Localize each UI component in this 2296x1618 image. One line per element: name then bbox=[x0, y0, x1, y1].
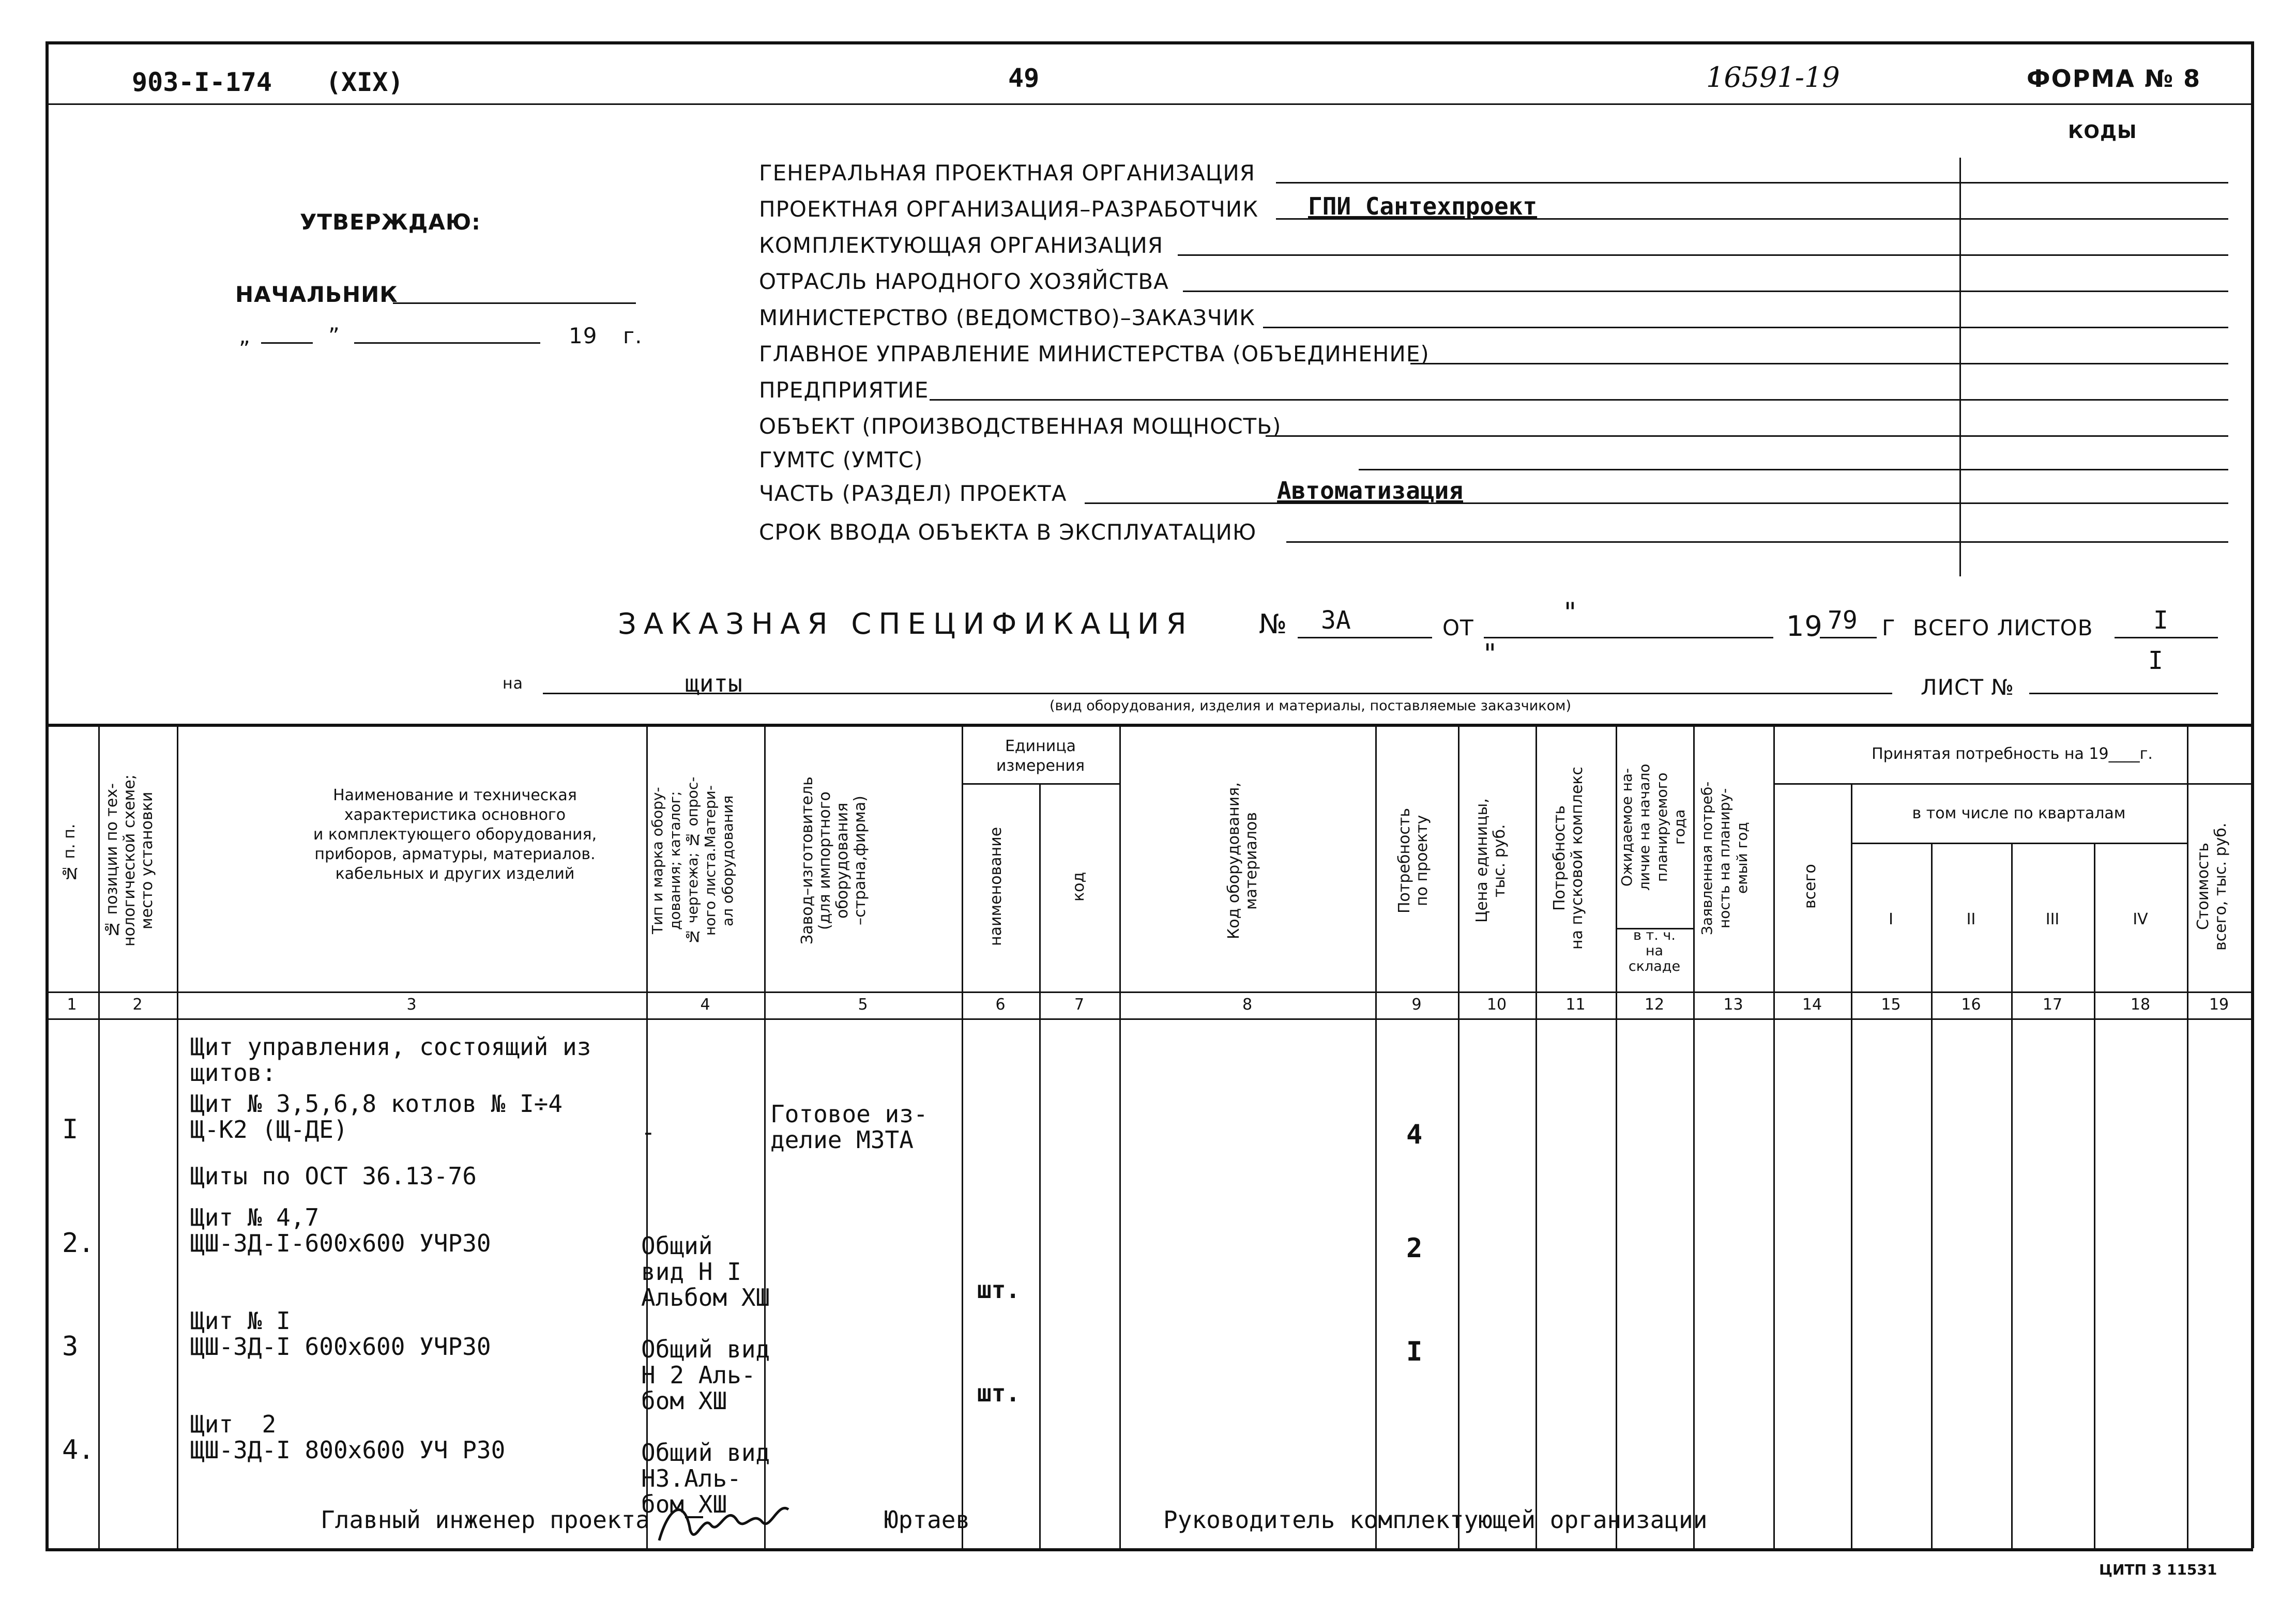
org-field-label: ОБЪЕКТ (ПРОИЗВОДСТВЕННАЯ МОЩНОСТЬ) bbox=[759, 414, 1282, 439]
column-divider bbox=[1375, 724, 1377, 1548]
accepted-header: Принятая потребность на 19____г. bbox=[1872, 745, 2153, 763]
column-divider bbox=[1458, 724, 1459, 1548]
org-field-label: ГЛАВНОЕ УПРАВЛЕНИЕ МИНИСТЕРСТВА (ОБЪЕДИНЕНИЕ) bbox=[759, 341, 1430, 367]
column-number: 7 bbox=[1074, 996, 1085, 1014]
album-number: (XIX) bbox=[326, 67, 404, 97]
column-number: 14 bbox=[1802, 996, 1822, 1014]
org-field-label: КОМПЛЕКТУЮЩАЯ ОРГАНИЗАЦИЯ bbox=[759, 233, 1164, 258]
q3-header: III bbox=[2045, 910, 2060, 928]
column-divider bbox=[1039, 783, 1041, 1548]
org-field-line bbox=[1276, 182, 2228, 184]
column-number: 4 bbox=[700, 996, 710, 1014]
spec-number: 3А bbox=[1321, 606, 1351, 635]
row-type: - bbox=[641, 1118, 656, 1146]
engineer-name: Юртаев bbox=[884, 1506, 970, 1534]
date-open-quote: „ bbox=[239, 323, 251, 348]
col6-header: наименование bbox=[987, 827, 1005, 947]
row-quantity: 4 bbox=[1406, 1119, 1423, 1150]
date-close-quote: ” bbox=[328, 323, 340, 348]
col12-stock-header: в т. ч. на складе bbox=[1628, 927, 1681, 974]
approval-year-suffix: г. bbox=[623, 323, 643, 348]
column-number: 6 bbox=[995, 996, 1006, 1014]
column-number: 3 bbox=[406, 996, 417, 1014]
column-divider bbox=[2094, 843, 2095, 1548]
column-number: 2 bbox=[132, 996, 143, 1014]
org-field-value: ГПИ Сантехпроект bbox=[1308, 192, 1538, 220]
codes-label: КОДЫ bbox=[2068, 121, 2137, 143]
sheet-number-value: I bbox=[2148, 646, 2163, 675]
row-name: Щиты по ОСТ 36.13-76 bbox=[190, 1162, 477, 1190]
col2-header: № позиции по тех- нологической схеме; место установки bbox=[103, 774, 156, 947]
spec-year-prefix: 19 bbox=[1786, 610, 1823, 643]
sheet-number-label: ЛИСТ № bbox=[1921, 675, 2015, 700]
quarters-header: в том числе по кварталам bbox=[1912, 804, 2126, 822]
q2-header: II bbox=[1966, 910, 1976, 928]
spec-no-label: № bbox=[1259, 609, 1288, 640]
column-number: 16 bbox=[1961, 996, 1981, 1014]
row-name: Щит управления, состоящий из щитов: bbox=[190, 1033, 591, 1087]
page-number: 49 bbox=[1008, 63, 1040, 93]
row-number: 4. bbox=[62, 1434, 95, 1466]
org-field-value: Автоматизация bbox=[1277, 477, 1464, 505]
column-number: 8 bbox=[1242, 996, 1253, 1014]
head-organization-label: Руководитель комплектующей организации bbox=[1163, 1506, 1708, 1534]
row-unit: шт. bbox=[977, 1379, 1021, 1407]
spec-year-suffix: Г bbox=[1882, 615, 1896, 640]
column-divider bbox=[764, 724, 766, 1548]
column-number: 1 bbox=[67, 996, 77, 1014]
row-maker: Готовое из- делие МЗТА bbox=[770, 1100, 928, 1154]
sheets-total-label: ВСЕГО ЛИСТОВ bbox=[1913, 615, 2093, 640]
org-field-line bbox=[1085, 502, 2228, 504]
col1-header: № п. п. bbox=[60, 823, 79, 882]
column-divider bbox=[1931, 843, 1933, 1548]
col4-header: Тип и марка обору- дования; каталог; № чертежа; № опрос- ного листа.Матери- ал оборудования bbox=[649, 776, 736, 945]
signature-image bbox=[654, 1494, 794, 1551]
column-divider bbox=[2187, 724, 2188, 1548]
inventory-number: 16591-19 bbox=[1706, 61, 1840, 94]
col9-header: Потребность по проекту bbox=[1395, 808, 1431, 914]
org-field-line bbox=[1183, 291, 2228, 292]
row-name: Щит № I ЩШ-ЗД-I 600х600 УЧР30 bbox=[190, 1307, 491, 1361]
col11-header: Потребность на пусковой комплекс bbox=[1550, 767, 1586, 950]
spec-year: 79 bbox=[1828, 606, 1858, 635]
org-field-label: ГЕНЕРАЛЬНАЯ ПРОЕКТНАЯ ОРГАНИЗАЦИЯ bbox=[759, 160, 1255, 186]
row-type: Общий вид Н I Альбом ХШ bbox=[641, 1232, 770, 1311]
org-field-line bbox=[930, 399, 2228, 401]
column-number: 15 bbox=[1881, 996, 1901, 1014]
column-divider bbox=[1693, 724, 1695, 1548]
spec-title: ЗАКАЗНАЯ СПЕЦИФИКАЦИЯ bbox=[618, 607, 1194, 641]
org-field-label: ПРОЕКТНАЯ ОРГАНИЗАЦИЯ–РАЗРАБОТЧИК bbox=[759, 196, 1259, 222]
row-name: Щит 2 ЩШ-ЗД-I 800х600 УЧ Р30 bbox=[190, 1410, 506, 1464]
form-number: ФОРМА № 8 bbox=[2027, 65, 2201, 93]
q4-header: IV bbox=[2133, 910, 2148, 928]
print-code: ЦИТП 3 11531 bbox=[2099, 1561, 2217, 1578]
column-number: 19 bbox=[2209, 996, 2229, 1014]
col12-header: Ожидаемое на- личие на начало планируемого года bbox=[1618, 764, 1688, 891]
row-type: Общий вид Н 2 Аль- бом ХШ bbox=[641, 1335, 770, 1415]
col7-header: код bbox=[1070, 872, 1088, 902]
col14-header: всего bbox=[1801, 864, 1819, 909]
column-divider bbox=[962, 724, 963, 1548]
column-divider bbox=[1773, 724, 1775, 1548]
org-field-line bbox=[1286, 541, 2228, 543]
column-divider bbox=[1616, 724, 1617, 1548]
org-field-label: ЧАСТЬ (РАЗДЕЛ) ПРОЕКТА bbox=[759, 481, 1067, 506]
column-divider bbox=[1119, 724, 1121, 1548]
row-quantity: I bbox=[1406, 1336, 1423, 1367]
unit-group-header: Единица измерения bbox=[996, 737, 1085, 775]
row-unit: шт. bbox=[977, 1276, 1021, 1304]
for-caption: (вид оборудования, изделия и материалы, поставляемые заказчиком) bbox=[1050, 698, 1572, 714]
org-field-line bbox=[1263, 327, 2228, 328]
q1-header: I bbox=[1889, 910, 1893, 928]
org-field-line bbox=[1178, 254, 2228, 256]
col3-header: Наименование и техническая характеристика основного и комплектующего оборудования, приборов, арматуры, материалов. кабельных и других изделий bbox=[313, 786, 597, 883]
column-number: 13 bbox=[1723, 996, 1743, 1014]
column-number: 18 bbox=[2130, 996, 2151, 1014]
chief-label: НАЧАЛЬНИК bbox=[235, 282, 398, 307]
org-field-label: ГУМТС (УМТС) bbox=[759, 447, 923, 472]
row-number: 2. bbox=[62, 1228, 95, 1259]
col5-header: Завод–изготовитель (для импортного оборудования –страна,фирма) bbox=[798, 776, 869, 945]
col10-header: Цена единицы, тыс. руб. bbox=[1473, 798, 1509, 923]
row-name: Щит № 3,5,6,8 котлов № I÷4 Щ-К2 (Щ-ДЕ) bbox=[190, 1090, 563, 1143]
column-number: 17 bbox=[2042, 996, 2063, 1014]
org-field-line bbox=[1266, 435, 2228, 437]
for-value: щиты bbox=[685, 669, 742, 697]
column-number: 10 bbox=[1486, 996, 1507, 1014]
column-number: 9 bbox=[1411, 996, 1422, 1014]
col13-header: Заявленная потреб- ность на планиру- емый год bbox=[1698, 781, 1751, 935]
row-type: Общий вид Н3.Аль- бом ХШ bbox=[641, 1439, 770, 1518]
row-number: I bbox=[62, 1114, 79, 1145]
chief-engineer-label: Главный инженер проекта bbox=[321, 1506, 650, 1534]
org-field-label: ПРЕДПРИЯТИЕ bbox=[759, 377, 929, 403]
column-divider bbox=[177, 724, 178, 1548]
org-field-label: СРОК ВВОДА ОБЪЕКТА В ЭКСПЛУАТАЦИЮ bbox=[759, 520, 1257, 545]
org-field-line bbox=[1359, 469, 2228, 470]
column-divider bbox=[1851, 783, 1852, 1548]
org-field-label: МИНИСТЕРСТВО (ВЕДОМСТВО)–ЗАКАЗЧИК bbox=[759, 305, 1255, 330]
spec-from-label: ОТ bbox=[1442, 615, 1474, 640]
approve-label: УТВЕРЖДАЮ: bbox=[300, 209, 481, 235]
row-number: 3 bbox=[62, 1331, 79, 1362]
org-field-label: ОТРАСЛЬ НАРОДНОГО ХОЗЯЙСТВА bbox=[759, 269, 1169, 294]
column-number: 5 bbox=[858, 996, 868, 1014]
approval-year-prefix: 19 bbox=[569, 323, 598, 348]
col19-header: Стоимость всего, тыс. руб. bbox=[2194, 822, 2230, 951]
org-field-line bbox=[1410, 363, 2228, 364]
col8-header: Код оборудования, материалов bbox=[1225, 782, 1260, 939]
column-divider bbox=[98, 724, 100, 1548]
column-number: 12 bbox=[1644, 996, 1665, 1014]
sheets-total-value: I bbox=[2153, 606, 2168, 635]
column-divider bbox=[2011, 843, 2013, 1548]
column-number: 11 bbox=[1565, 996, 1586, 1014]
column-divider bbox=[1535, 724, 1537, 1548]
row-name: Щит № 4,7 ЩШ-ЗД-I-600х600 УЧР30 bbox=[190, 1203, 491, 1257]
doc-code: 903-I-174 bbox=[132, 67, 272, 97]
row-quantity: 2 bbox=[1406, 1233, 1423, 1264]
for-label: на bbox=[503, 675, 523, 693]
